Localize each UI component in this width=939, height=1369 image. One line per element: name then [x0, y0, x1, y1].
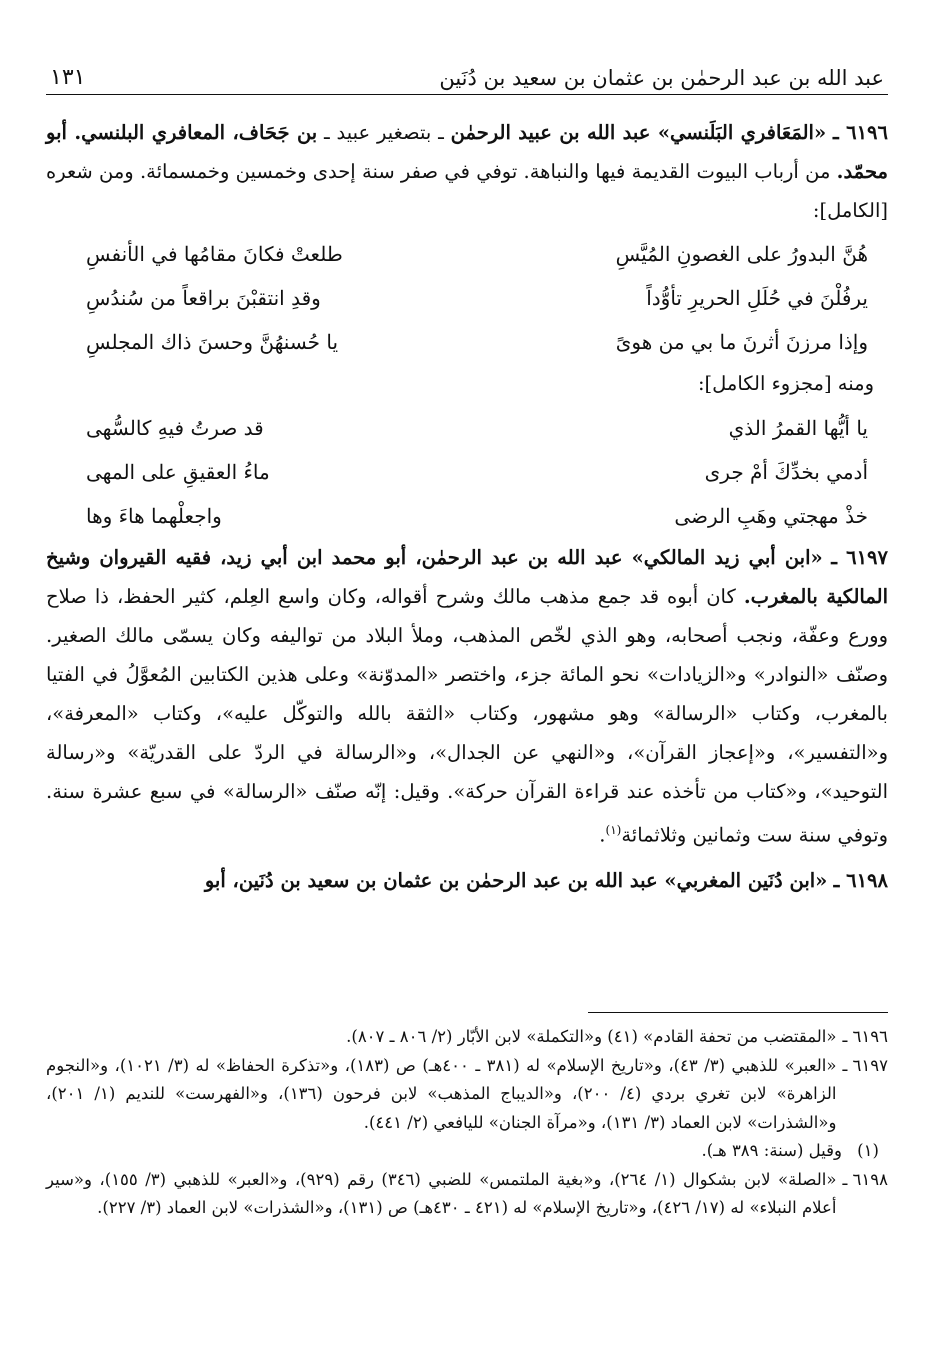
entry-6197: [46, 538, 888, 855]
footnote-text: «المقتضب من تحفة القادم» (٤١) و«التكملة» لابن الأبّار (٢/ ٨٠٦ ـ ٨٠٧).: [346, 1027, 837, 1046]
first-hemistich: هُنَّ البدورُ على الغصونِ المُيَّسِ: [615, 241, 868, 266]
footnote: [46, 1052, 888, 1138]
second-hemistich: يا حُسنهُنَّ وحسنَ ذاك المجلسِ: [86, 329, 339, 354]
entry-text: ـ بتصغير عبيد ـ: [324, 121, 444, 144]
footnote-label: ٦١٩٦ ـ: [842, 1027, 888, 1046]
verse-line: [46, 276, 888, 320]
poem-kamil: [46, 232, 888, 364]
entry-number: ٦١٩٨ ـ: [833, 868, 888, 892]
entry-6196: [46, 113, 888, 230]
footnote: [46, 1023, 888, 1052]
page-number: ١٣١: [50, 65, 86, 90]
footnote-text: «الصلة» لابن بشكوال (١/ ٢٦٤)، و«بغية الملتمس» للضبي (٣٤٦) رقم (٩٢٩)، و«العبر» للذهبي (٣/ ١٥٥)، و«سير أعلام النبلاء» له (١٧/ ٤٢٦)، و«تاريخ الإسلام» له (٤٢١ ـ ٤٣٠هـ) ص (١٣١)، و«الشذرات» لابن العماد (٣/ ٢٢٧).: [46, 1169, 837, 1217]
footnote-divider: [588, 1012, 888, 1013]
first-hemistich: يرفُلْنَ في حُلَلِ الحريرِ تأوُّداً: [646, 285, 868, 310]
first-hemistich: خذْ مهجتي وهَبِ الرضى: [674, 503, 868, 528]
second-hemistich: واجعلْهما هاءَ وها: [86, 503, 222, 528]
first-hemistich: يا أيُّها القمرُ الذي: [728, 415, 868, 440]
entry-heading-cont: بن جَحَاف، المعافري البلنسي. أبو محمّد.: [46, 121, 888, 183]
verse-line: [46, 406, 888, 450]
entry-heading: «المَعَافري البَلَنسي» عبد الله بن عبيد الرحمٰن: [450, 121, 827, 144]
verse-line: [46, 232, 888, 276]
entry-6198: [46, 861, 888, 900]
poem-majzu-kamil: [46, 406, 888, 538]
footnote: [46, 1166, 888, 1223]
first-hemistich: أدمي بخدِّكَ أمْ جرى: [704, 459, 868, 484]
second-hemistich: ماءُ العقيقِ على المهى: [86, 459, 270, 484]
second-hemistich: وقدِ انتقبْنَ براقعاً من سُندُسِ: [86, 285, 321, 310]
meter-label: ومنه [مجزوء الكامل]:: [697, 372, 874, 395]
page: [46, 52, 888, 900]
footnote-label: ٦١٩٧ ـ: [842, 1055, 888, 1075]
second-hemistich: طلعتْ فكانَ مقامُها في الأنفسِ: [86, 241, 343, 266]
footnote: [46, 1137, 888, 1166]
entry-number: ٦١٩٧ ـ: [831, 546, 888, 569]
entry-text-end: .: [599, 823, 606, 847]
footnote-marker[interactable]: (١): [605, 823, 622, 837]
entry-heading: «ابن أبي زيد المالكي» عبد الله بن عبد الرحمٰن، أبو محمد ابن أبي زيد، فقيه القيروان وشيخ المالكية بالمغرب.: [46, 546, 888, 608]
footnote-label: (١): [857, 1141, 879, 1160]
main-text: [46, 113, 888, 900]
entry-text: كان أبوه قد جمع مذهب مالك وشرح أقواله، وكان واسع العِلم، كثير الحفظ، ذا صلاح وورع وعفّة، ونجب أصحابه، وهو الذي لخّص المذهب، وملأ البلاد من تواليفه وكان يسمّى مالك الصغير. وصنّف «النوادر» و«الزيادات» نحو المائة جزء، واختصر «المدوّنة» وعلى هذين الكتابين المُعوَّلُ في الفتيا بالمغرب، وكتاب «الرسالة» وهو مشهور، وكتاب «الثقة بالله والتوكّل عليه»، وكتاب «المعرفة»، و«التفسير»، و«إعجاز القرآن»، و«النهي عن الجدال»، و«الرسالة في الردّ على القدريّة» و«رسالة التوحيد»، و«كتاب من تأخذه عند قراءة القرآن حركة». وقيل: إنّه صنّف «الرسالة» في سبع عشرة سنة. وتوفي سنة ست وثمانين وثلاثمائة: [46, 585, 888, 847]
verse-line: [46, 320, 888, 364]
footnote-text: وقيل (سنة: ٣٨٩ هـ).: [701, 1141, 842, 1160]
entry-heading: «ابن دُنَين المغربي» عبد الله بن عبد الرحمٰن بن عثمان بن سعيد بن دُنَين، أبو: [204, 868, 828, 892]
footnote-label: ٦١٩٨ ـ: [842, 1169, 888, 1189]
second-hemistich: قد صرتُ فيهِ كالسُّهى: [86, 415, 264, 440]
entry-text: من أرباب البيوت القديمة فيها والنباهة. توفي في صفر سنة إحدى وخمسين وخمسمائة. ومن شعره [الكامل]:: [46, 160, 888, 222]
verse-line: [46, 494, 888, 538]
footnotes: [46, 1012, 888, 1223]
verse-line: [46, 450, 888, 494]
running-header: [46, 52, 888, 95]
header-title: عبد الله بن عبد الرحمٰن بن عثمان بن سعيد بن دُنَين: [439, 66, 884, 90]
footnote-text: «العبر» للذهبي (٣/ ٤٣)، و«تاريخ الإسلام» له (٣٨١ ـ ٤٠٠هـ) ص (١٨٣)، و«تذكرة الحفاظ» له (٣/ ١٠٢١)، و«النجوم الزاهرة» لابن تغري بردي (٤/ ٢٠٠)، و«الديباج المذهب» لابن فرحون (١٣٦)، و«الفهرست» للنديم (١/ ٢٠١)، و«الشذرات» لابن العماد (٣/ ١٣١)، و«مرآة الجنان» لليافعي (٢/ ٤٤١).: [46, 1055, 837, 1132]
first-hemistich: وإذا مرزنَ أثرنَ ما بي من هوىً: [615, 329, 868, 354]
entry-number: ٦١٩٦ ـ: [832, 121, 888, 144]
